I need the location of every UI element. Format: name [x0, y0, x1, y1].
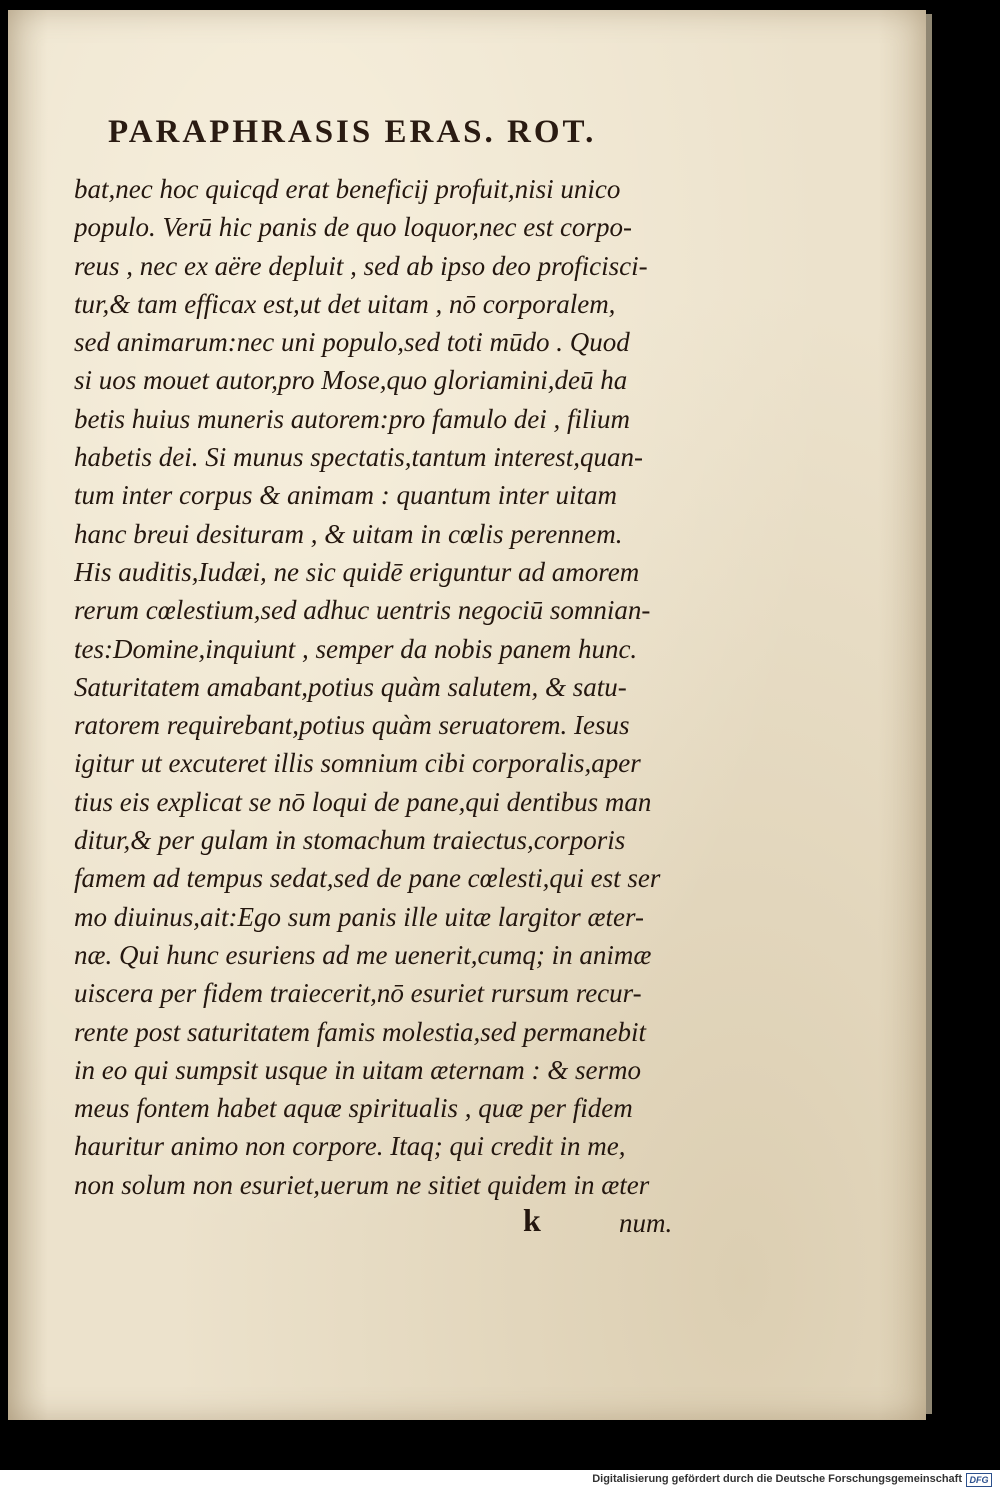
text-line: tum inter corpus & animam : quantum inter uitam — [74, 480, 617, 511]
text-line: sed animarum:nec uni populo,sed toti mūdo . Quod — [74, 327, 630, 358]
text-line: uiscera per fidem traiecerit,nō esuriet rursum recur- — [74, 978, 642, 1009]
text-line: tius eis explicat se nō loqui de pane,qui dentibus man — [74, 786, 652, 817]
text-line: rente post saturitatem famis molestia,sed permanebit — [74, 1016, 646, 1047]
dfg-logo: DFG — [966, 1473, 992, 1487]
text-line: mo diuinus,ait:Ego sum panis ille uitæ largitor æter- — [74, 901, 644, 932]
body-text — [74, 170, 714, 1204]
running-head: PARAPHRASIS ERAS. ROT. — [108, 114, 597, 150]
signature-mark: k — [523, 1202, 541, 1238]
text-line: meus fontem habet aquæ spiritualis , quæ per fidem — [74, 1093, 633, 1124]
text-line: hauritur animo non corpore. Itaq; qui credit in me, — [74, 1131, 626, 1162]
text-line: næ. Qui hunc esuriens ad me uenerit,cumq; in animæ — [74, 939, 652, 970]
text-line: Saturitatem amabant,potius quàm salutem, & satu- — [74, 671, 627, 702]
text-line: tes:Domine,inquiunt , semper da nobis panem hunc. — [74, 633, 638, 664]
text-line: His auditis,Iudæi, ne sic quidē eriguntur ad amorem — [74, 556, 640, 587]
text-line: famem ad tempus sedat,sed de pane cœlesti,qui est ser — [74, 863, 661, 894]
text-line: tur,& tam efficax est,ut det uitam , nō corporalem, — [74, 288, 616, 319]
footer-bar — [0, 1470, 1000, 1491]
text-line: si uos mouet autor,pro Mose,quo gloriamini,deū ha — [74, 365, 628, 396]
text-line: betis huius muneris autorem:pro famulo dei , filium — [74, 403, 630, 434]
text-line: habetis dei. Si munus spectatis,tantum interest,quan- — [74, 442, 643, 473]
text-line: igitur ut excuteret illis somnium cibi corporalis,aper — [74, 748, 641, 779]
text-line: reus , nec ex aëre depluit , sed ab ipso deo proficisci- — [74, 250, 648, 281]
text-line: hanc breui desituram , & uitam in cœlis perennem. — [74, 518, 623, 549]
page-edge — [926, 14, 932, 1414]
text-line: non solum non esuriet,uerum ne sitiet quidem in æter — [74, 1169, 650, 1200]
text-line: populo. Verū hic panis de quo loquor,nec est corpo- — [74, 212, 632, 243]
text-line: ratorem requirebant,potius quàm seruatorem. Iesus — [74, 710, 630, 741]
catchword: num. — [619, 1208, 673, 1238]
text-line: bat,nec hoc quicqd erat beneficij profuit,nisi unico — [74, 174, 621, 204]
text-line: ditur,& per gulam in stomachum traiectus,corporis — [74, 825, 626, 856]
footer-credit: Digitalisierung gefördert durch die Deutsche Forschungsgemeinschaft — [592, 1473, 962, 1485]
text-line: rerum cœlestium,sed adhuc uentris negociū somnian- — [74, 595, 651, 626]
book-page — [8, 10, 926, 1420]
text-line: in eo qui sumpsit usque in uitam æternam : & sermo — [74, 1054, 641, 1085]
